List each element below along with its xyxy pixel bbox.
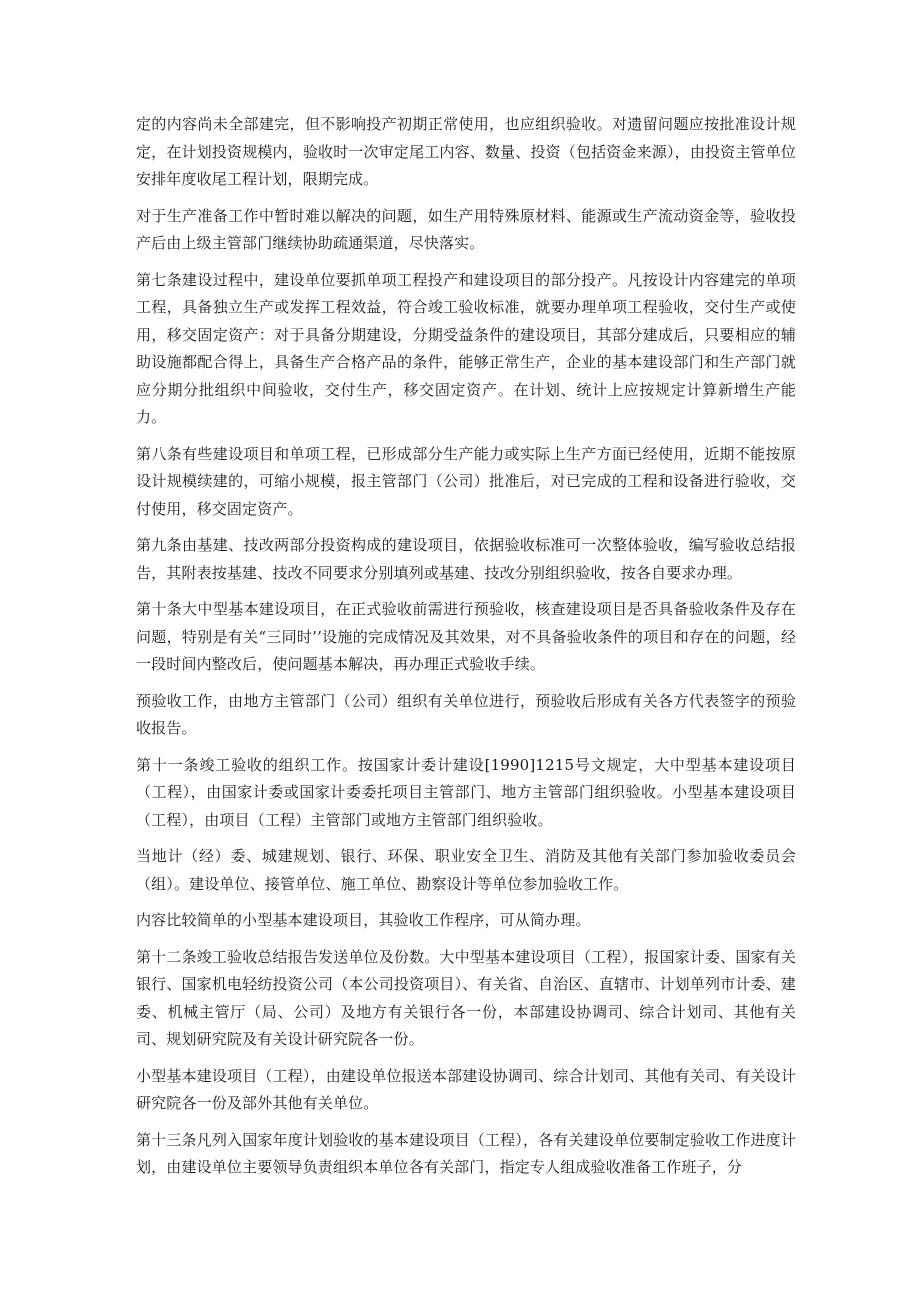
- paragraph: 第七条建设过程中，建设单位要抓单项工程投产和建设项目的部分投产。凡按设计内容建完的单项工程，具备独立生产或发挥工程效益，符合竣工验收标准，就要办理单项工程验收，交付生产或使用，移交固定资产：对于具备分期建设，分期受益条件的建设项目，其部分建成后，只要相应的辅助设施都配合得上，具备生产合格产品的条件，能够正常生产，企业的基本建设部门和生产部门就应分期分批组织中间验收，交付生产，移交固定资产。在计划、统计上应按规定计算新增生产能力。: [136, 270, 796, 426]
- paragraph: 内容比较简单的小型基本建设项目，其验收工作程序，可从简办理。: [136, 911, 591, 929]
- paragraph: 定的内容尚未全部建完，但不影响投产初期正常使用，也应组织验收。对遗留问题应按批准设计规定，在计划投资规模内，验收时一次审定尾工内容、数量、投资（包括资金来源），由投资主管单位安排年度收尾工程计划，限期完成。: [136, 115, 796, 188]
- paragraph: 第十一条竣工验收的组织工作。按国家计委计建设[1990]1215号文规定，大中型基本建设项目（工程），由国家计委或国家计委委托项目主管部门、地方主管部门组织验收。小型基本建设项目（工程），由项目（工程）主管部门或地方主管部门组织验收。: [136, 755, 796, 829]
- paragraph: 小型基本建设项目（工程），由建设单位报送本部建设协调司、综合计划司、其他有关司、有关设计研究院各一份及部外其他有关单位。: [136, 1066, 796, 1112]
- document-body: [136, 111, 796, 1191]
- paragraph: 第八条有些建设项目和单项工程，已形成部分生产能力或实际上生产方面已经使用，近期不能按原设计规模续建的，可缩小规模，报主管部门（公司）批准后，对已完成的工程和设备进行验收，交付使用，移交固定资产。: [136, 444, 796, 518]
- paragraph: 第九条由基建、技改两部分投资构成的建设项目，依据验收标准可一次整体验收，编写验收总结报告，其附表按基建、技改不同要求分别填列或基建、技改分别组织验收，按各自要求办理。: [136, 536, 796, 582]
- paragraph: 第十条大中型基本建设项目，在正式验收前需进行预验收，核查建设项目是否具备验收条件及存在问题，特别是有关“三同时’’设施的完成情况及其效果，对不具备验收条件的项目和存在的问题，经一段时间内整改后，使问题基本解决，再办理正式验收手续。: [136, 600, 796, 673]
- paragraph: 第十三条凡列入国家年度计划验收的基本建设项目（工程），各有关建设单位要制定验收工作进度计划，由建设单位主要领导负责组织本单位各有关部门，指定专人组成验收准备工作班子，分: [136, 1130, 796, 1176]
- paragraph: 第十二条竣工验收总结报告发送单位及份数。大中型基本建设项目（工程），报国家计委、国家有关银行、国家机电轻纺投资公司（本公司投资项目）、有关省、自治区、直辖市、计划单列市计委、建委、机械主管厅（局、公司）及地方有关银行各一份，本部建设协调司、综合计划司、其他有关司、规划研究院及有关设计研究院各一份。: [136, 947, 796, 1048]
- paragraph: 对于生产准备工作中暂时难以解决的问题，如生产用特殊原材料、能源或生产流动资金等，验收投产后由上级主管部门继续协助疏通渠道，尽快落实。: [136, 206, 796, 252]
- paragraph: 预验收工作，由地方主管部门（公司）组织有关单位进行，预验收后形成有关各方代表签字的预验收报告。: [136, 691, 796, 737]
- paragraph: 当地计（经）委、城建规划、银行、环保、职业安全卫生、消防及其他有关部门参加验收委员会（组）。建设单位、接管单位、施工单位、勘察设计等单位参加验收工作。: [136, 847, 796, 893]
